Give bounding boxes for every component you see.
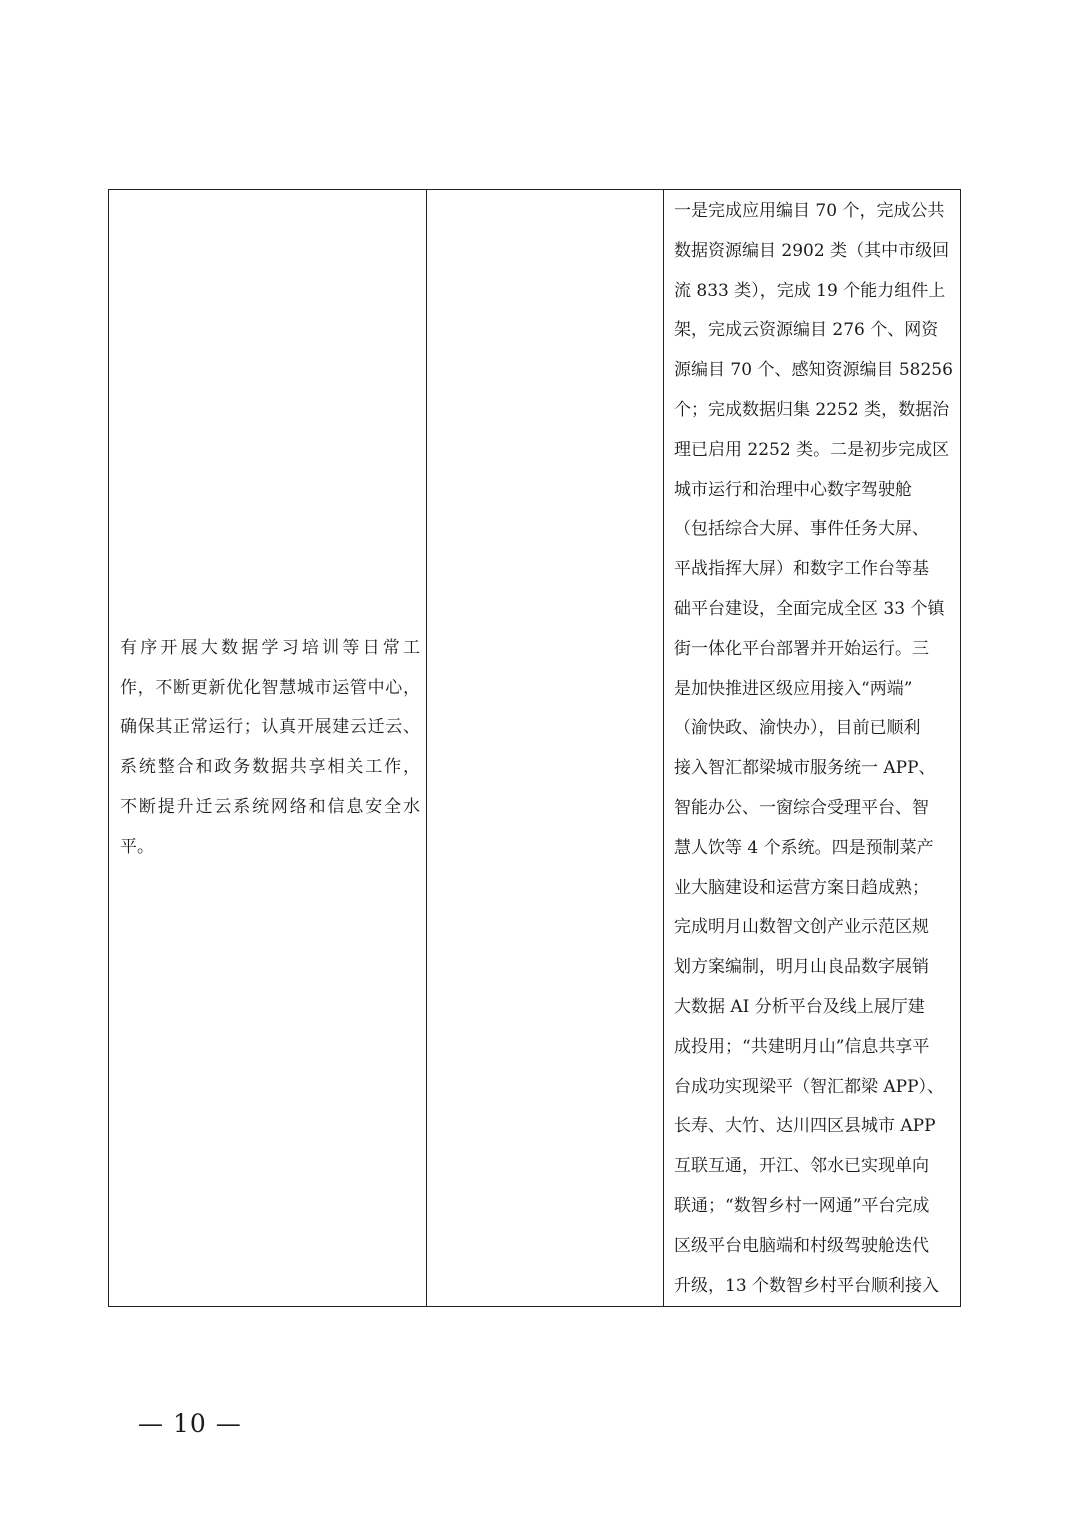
text-line: 有序开展大数据学习培训等日常工 (120, 637, 420, 658)
text-line: 确保其正常运行；认真开展建云迁云、 (120, 717, 420, 738)
text-line: 架，完成云资源编目 276 个、网资 (674, 320, 939, 341)
text-line: 成投用；“共建明月山”信息共享平 (674, 1036, 930, 1057)
text-line: 互联互通，开江、邻水已实现单向 (674, 1156, 929, 1177)
text-line: 大数据 AI 分析平台及线上展厅建 (674, 996, 925, 1017)
text-line: 区级平台电脑端和村级驾驶舱迭代 (674, 1235, 929, 1256)
text-line: 划方案编制，明月山良品数字展销 (674, 957, 929, 978)
text-line: 平战指挥大屏）和数字工作台等基 (674, 559, 929, 580)
text-line: 业大脑建设和运营方案日趋成熟； (674, 877, 929, 898)
text-line: 街一体化平台部署并开始运行。三 (674, 638, 929, 659)
text-line: 台成功实现梁平（智汇都梁 APP）、 (674, 1076, 945, 1097)
text-line: 平。 (120, 836, 154, 857)
text-line: 作，不断更新优化智慧城市运管中心， (120, 677, 420, 698)
text-line: 一是完成应用编目 70 个，完成公共 (674, 201, 945, 221)
table-row (109, 190, 961, 1307)
text-line: 联通；“数智乡村一网通”平台完成 (674, 1195, 930, 1216)
text-line: 理已启用 2252 类。二是初步完成区 (674, 439, 950, 460)
text-line: 不断提升迁云系统网络和信息安全水 (120, 796, 420, 817)
table-cell-progress (664, 190, 961, 1307)
page-number: — 10 — (138, 1409, 242, 1438)
table-cell-empty (427, 190, 664, 1307)
text-line: 慧人饮等 4 个系统。四是预制菜产 (674, 837, 934, 858)
text-line: 城市运行和治理中心数字驾驶舱 (674, 479, 912, 500)
text-line: 智能办公、一窗综合受理平台、智 (674, 797, 929, 818)
content-table (108, 189, 961, 1307)
table-cell-measures (109, 190, 427, 1307)
text-line: 长寿、大竹、达川四区县城市 APP (674, 1116, 936, 1137)
text-line: （渝快政、渝快办），目前已顺利 (674, 718, 921, 739)
text-line: 础平台建设，全面完成全区 33 个镇 (674, 598, 945, 619)
text-line: 接入智汇都梁城市服务统一 APP、 (674, 758, 936, 779)
text-line: 源编目 70 个、感知资源编目 58256 (674, 360, 953, 381)
text-line: 完成明月山数智文创产业示范区规 (674, 917, 929, 938)
text-line: （包括综合大屏、事件任务大屏、 (674, 519, 929, 540)
text-line: 是加快推进区级应用接入“两端” (674, 678, 913, 699)
text-line: 升级，13 个数智乡村平台顺利接入 (674, 1275, 940, 1296)
text-line: 流 833 类），完成 19 个能力组件上 (674, 280, 946, 301)
text-line: 数据资源编目 2902 类（其中市级回 (674, 240, 950, 261)
text-line: 个；完成数据归集 2252 类，数据治 (674, 399, 950, 420)
text-line: 系统整合和政务数据共享相关工作， (120, 757, 420, 778)
